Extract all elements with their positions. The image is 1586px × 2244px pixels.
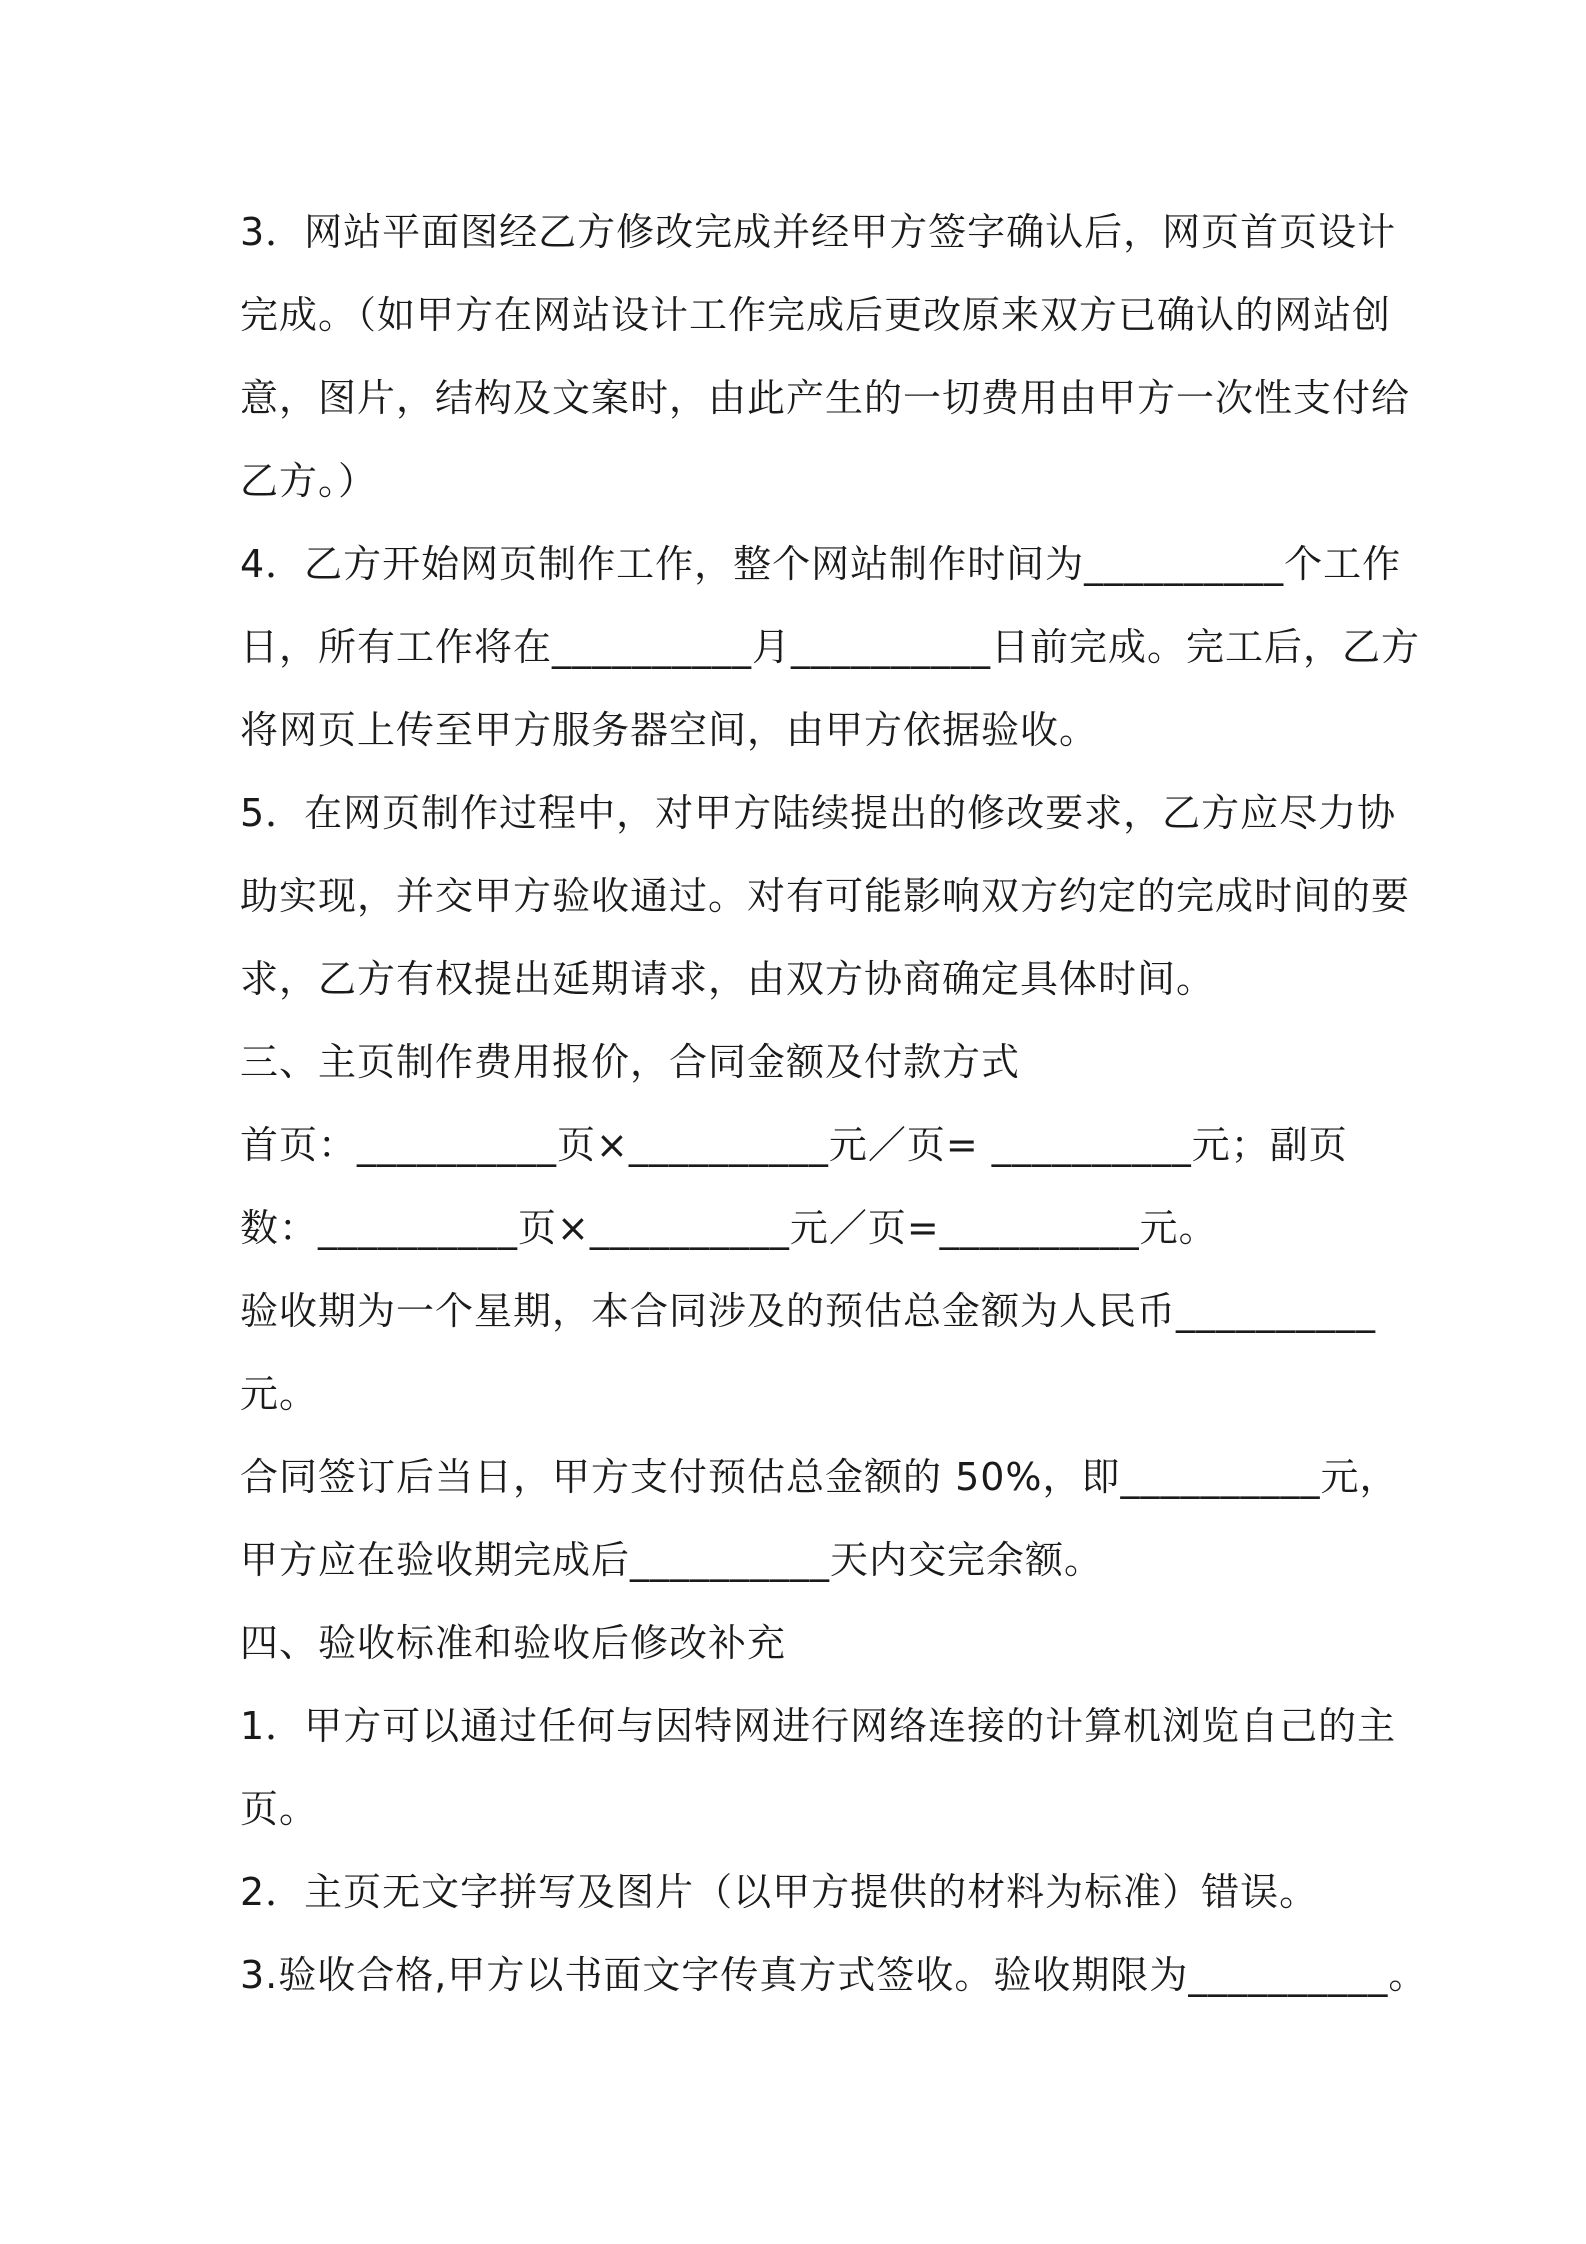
paragraph-line: 页。: [240, 1787, 319, 1831]
paragraph-line: 验收期为一个星期，本合同涉及的预估总金额为人民币__________: [240, 1289, 1377, 1333]
section-heading: 四、验收标准和验收后修改补充: [240, 1621, 787, 1665]
paragraph-line: 日，所有工作将在__________月__________日前完成。完工后，乙方: [240, 625, 1421, 669]
paragraph-line: 将网页上传至甲方服务器空间，由甲方依据验收。: [240, 708, 1099, 752]
section-heading: 三、主页制作费用报价，合同金额及付款方式: [240, 1040, 1021, 1084]
paragraph-line: 1．甲方可以通过任何与因特网进行网络连接的计算机浏览自己的主: [240, 1704, 1397, 1748]
paragraph-line: 求，乙方有权提出延期请求，由双方协商确定具体时间。: [240, 957, 1216, 1001]
paragraph-line: 意，图片，结构及文案时，由此产生的一切费用由甲方一次性支付给: [240, 376, 1411, 420]
paragraph-line: 完成。（如甲方在网站设计工作完成后更改原来双方已确认的网站创: [240, 293, 1392, 337]
paragraph-line: 2．主页无文字拼写及图片（以甲方提供的材料为标准）错误。: [240, 1870, 1319, 1914]
paragraph-line: 5．在网页制作过程中，对甲方陆续提出的修改要求，乙方应尽力协: [240, 791, 1397, 835]
paragraph-line: 4．乙方开始网页制作工作，整个网站制作时间为__________个工作: [240, 542, 1402, 586]
paragraph-line: 数：__________页×__________元／页=__________元。: [240, 1206, 1218, 1250]
paragraph-line: 乙方。）: [240, 459, 378, 503]
paragraph-line: 3.验收合格,甲方以书面文字传真方式签收。验收期限为__________。: [240, 1953, 1428, 1997]
paragraph-line: 元。: [240, 1372, 319, 1416]
paragraph-line: 3．网站平面图经乙方修改完成并经甲方签字确认后，网页首页设计: [240, 210, 1397, 254]
paragraph-line: 合同签订后当日，甲方支付预估总金额的 50%，即__________元，: [240, 1455, 1399, 1499]
paragraph-line: 甲方应在验收期完成后__________天内交完余额。: [240, 1538, 1104, 1582]
paragraph-line: 助实现，并交甲方验收通过。对有可能影响双方约定的完成时间的要: [240, 874, 1411, 918]
paragraph-line: 首页：__________页×__________元／页= __________元；副页: [240, 1123, 1348, 1167]
